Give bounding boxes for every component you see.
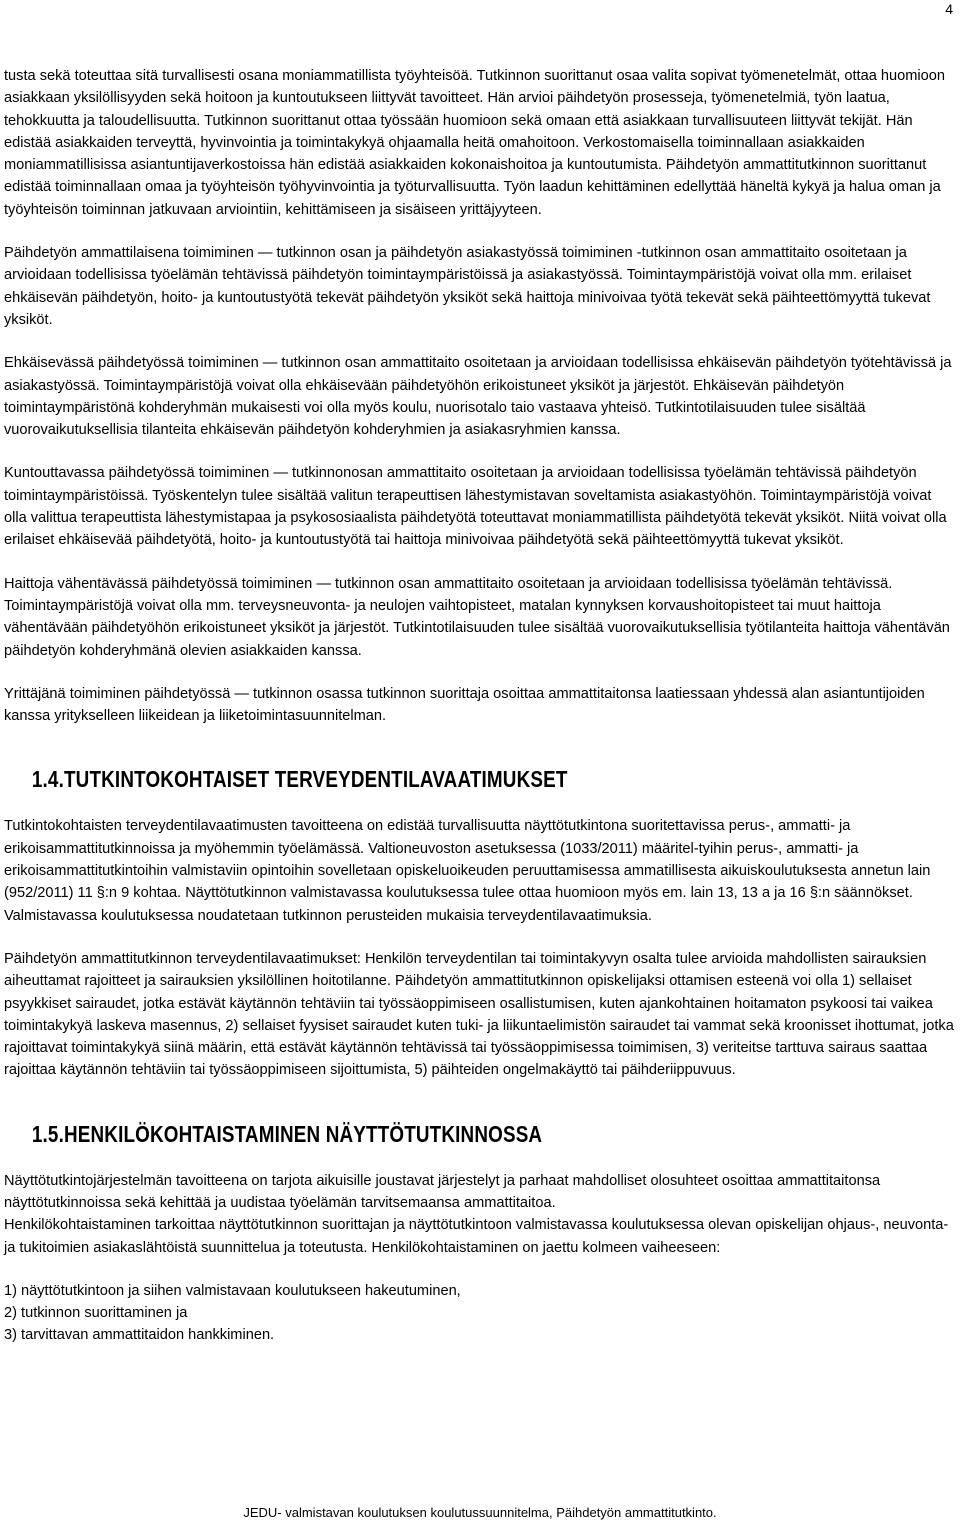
phase-list — [4, 1280, 954, 1347]
page-footer: JEDU- valmistavan koulutuksen koulutussuunnitelma, Päihdetyön ammattitutkinto. — [243, 1505, 717, 1520]
paragraph-kuntouttava-paihdetyo: Kuntouttavassa päihdetyössä toimiminen — tutkinnonosan ammattitaito osoitetaan ja arvioidaan todellisissa työelämän tehtävissä päihdetyön toimintaympäristöissä. Työskentelyn tulee sisältää valitun terapeuttisen lähestymistavan soveltamista asiakastyöhön. Toimintaympäristöjä voivat olla valittua terapeuttista lähestymistapaa ja psykososiaalista päihdetyötä toteuttavat moniammatillista päihdetyötä tekevät yksiköt. Niitä voivat olla erilaiset ehkäisevää päihdetyötä, hoito- ja kuntoutustyötä tai haittoja minivoivaa päihdetyötä sekä päihteettömyyttä tukevat yksiköt. — [4, 465, 947, 549]
paragraph-terveydentilavaatimukset-paihdetyo: Päihdetyön ammattitutkinnon terveydentilavaatimukset: Henkilön terveydentilan tai toimintakyvyn osalta tulee arvioida mahdollisten sairauksien aiheuttamat rajoitteet ja sairauksien yksilöllinen hoitotilanne. Päihdetyön ammattitutkinnon opiskelijaksi ottamisen esteenä voi olla 1) sellaiset psyykkiset sairaudet, jotka estävät käytännön tehtäviin tai työssäoppimiseen osallistumisen, kuten ajankohtainen hoitamaton psykoosi tai vaikea toimintakykyä laskeva masennus, 2) sellaiset fyysiset sairaudet kuten tuki- ja liikuntaelimistön sairaudet tai vammat sekä kroonisset ihottumat, jotka rajoittavat toimintakykyä siinä määrin, että estävät käytännön tehtävissä tai työssäoppimisessa toimimisen, 3) veriteitse tarttuva sairaus saattaa rajoittaa käytännön tehtäviin tai työssäoppimiseen sijoittumista, 5) päihteiden ongelmakäyttö tai päihderiippuvuus. — [4, 950, 954, 1079]
list-item: 3) tarvittavan ammattitaidon hankkiminen. — [4, 1327, 275, 1344]
paragraph-nayttotutkintojarjestelma: Näyttötutkintojärjestelmän tavoitteena on tarjota aikuisille joustavat järjestelyt ja parhaat mahdolliset olosuhteet osoittaa ammattitaitonsa näyttötutkinnoissa sekä kehittää ja uudistaa työelämän tarvitsemaansa ammattitaitoa. — [4, 1172, 881, 1211]
document-body — [4, 65, 954, 1347]
paragraph-intro-continuation: tusta sekä toteuttaa sitä turvallisesti osana moniammatillista työyhteisöä. Tutkinnon suorittanut osaa valita sopivat työmenetelmät, ottaa huomioon asiakkaan yksilöllisyyden sekä hoitoon ja kuntoutukseen liittyvät tavoitteet. Hän arvioi päihdetyön prosesseja, työmenetelmiä, työn laatua, tehokkuutta ja taloudellisuutta. Tutkinnon suorittanut ottaa työssään huomioon sekä omaan että asiakkaan turvallisuuteen liittyvät tekijät. Hän edistää asiakkaiden terveyttä, hyvinvointia ja toimintakykyä ohjaamalla heitä omahoitoon. Verkostomaisella toiminnallaan asiakkaiden moniammatillisissa asiantuntijaverkostoissa hän edistää asiakkaiden kokonaishoitoa ja kuntoutumista. Päihdetyön ammattitutkinnon suorittanut edistää toiminnallaan omaa ja työyhteisön työhyvinvointia ja työturvallisuutta. Työn laadun kehittäminen edellyttää häneltä kykyä ja halua oman ja työyhteisön toiminnan jatkuvaan arviointiin, kehittämiseen ja sisäiseen yrittäjyyteen. — [4, 68, 945, 218]
list-item: 1) näyttötutkintoon ja siihen valmistavaan koulutukseen hakeutuminen, — [4, 1282, 461, 1299]
paragraph-henkilokohtaistaminen: Henkilökohtaistaminen tarkoittaa näyttötutkinnon suorittajan ja näyttötutkintoon valmistavassa koulutuksessa olevan opiskelijan ohjaus-, neuvonta- ja tukitoimien asiakaslähtöistä suunnittelua ja toteutusta. Henkilökohtaistaminen on jaettu kolmeen vaiheeseen: — [4, 1217, 949, 1256]
paragraph-haittoja-vahentava: Haittoja vähentävässä päihdetyössä toimiminen — tutkinnon osan ammattitaito osoitetaan ja arvioidaan todellisissa työelämän tehtävissä. Toimintaympäristöjä voivat olla mm. terveysneuvonta- ja neulojen vaihtopisteet, matalan kynnyksen korvaushoitopisteet tai muut haittoja vähentävään päihdetyöhön erikoistuneet yksiköt ja järjestöt. Tutkintotilaisuuden tulee sisältää vuorovaikutuksellisia työtilanteita haittoja vähentävän päihdetyön kohderyhmänä olevien asiakkaiden kanssa. — [4, 575, 950, 659]
page-number: 4 — [945, 1, 953, 17]
section-heading-1-5: 1.5.HENKILÖKOHTAISTAMINEN NÄYTTÖTUTKINNOSSA — [31, 1120, 543, 1147]
paragraph-paihdetyon-ammattilaisena: Päihdetyön ammattilaisena toimiminen — tutkinnon osan ja päihdetyön asiakastyössä toimiminen -tutkinnon osan ammattitaito osoitetaan ja arvioidaan todellisissa työelämän tehtävissä päihdetyön toimintaympäristöissä ja asiakastyössä. Toimintaympäristöjä voivat olla mm. erilaiset ehkäisevän päihdetyön, hoito- ja kuntoutustyötä tekevät päihdetyön yksiköt sekä haittoja minivoivaa työtä tekevät sekä päihteettömyyttä tukevat yksiköt. — [4, 245, 931, 328]
list-item: 2) tutkinnon suorittaminen ja — [4, 1305, 188, 1322]
paragraph-ehkaiseva-paihdetyo: Ehkäisevässä päihdetyössä toimiminen — tutkinnon osan ammattitaito osoitetaan ja arvioidaan todellisissa ehkäisevän päihdetyön työtehtävissä ja asiakastyössä. Toimintaympäristöjä voivat olla ehkäisevään päihdetyöhön erikoistuneet yksiköt ja järjestöt. Ehkäisevän päihdetyön toimintaympäristönä kohderyhmän mukaisesti voi olla myös koulu, nuorisotalo taio vastaava yhteisö. Tutkintotilaisuuden tulee sisältää vuorovaikutuksellisia tilanteita ehkäisevän päihdetyön kohderyhmien ja asiakasryhmien kanssa. — [4, 355, 952, 439]
paragraph-terveydentilavaatimukset-tavoite: Tutkintokohtaisten terveydentilavaatimusten tavoitteena on edistää turvallisuutta näyttötutkintona suoritettavissa perus-, ammatti- ja erikoisammattitutkinnoissa ja myöhemmin työelämässä. Valtioneuvoston asetuksessa (1033/2011) määritel-tyihin perus-, ammatti- ja erikoisammattitutkintoihin valmistaviin opintoihin sovelletaan opiskeluoikeuden peruuttamisessa ammatillisesta aikuiskoulutuksesta annetun lain (952/2011) 11 §:n 9 kohtaa. Näyttötutkinnon valmistavassa koulutuksessa tulee ottaa huomioon myös em. lain 13, 13 a ja 16 §:n säännökset. Valmistavassa koulutuksessa noudatetaan tutkinnon perusteiden mukaisia terveydentilavaatimuksia. — [4, 818, 931, 924]
paragraph-yrittajana-toimiminen: Yrittäjänä toimiminen päihdetyössä — tutkinnon osassa tutkinnon suorittaja osoittaa ammattitaitonsa laatiessaan yhdessä alan asiantuntijoiden kanssa yritykselleen liikeidean ja liiketoimintasuunnitelman. — [4, 685, 925, 725]
section-heading-1-4: 1.4.TUTKINTOKOHTAISET TERVEYDENTILAVAATIMUKSET — [31, 766, 568, 793]
